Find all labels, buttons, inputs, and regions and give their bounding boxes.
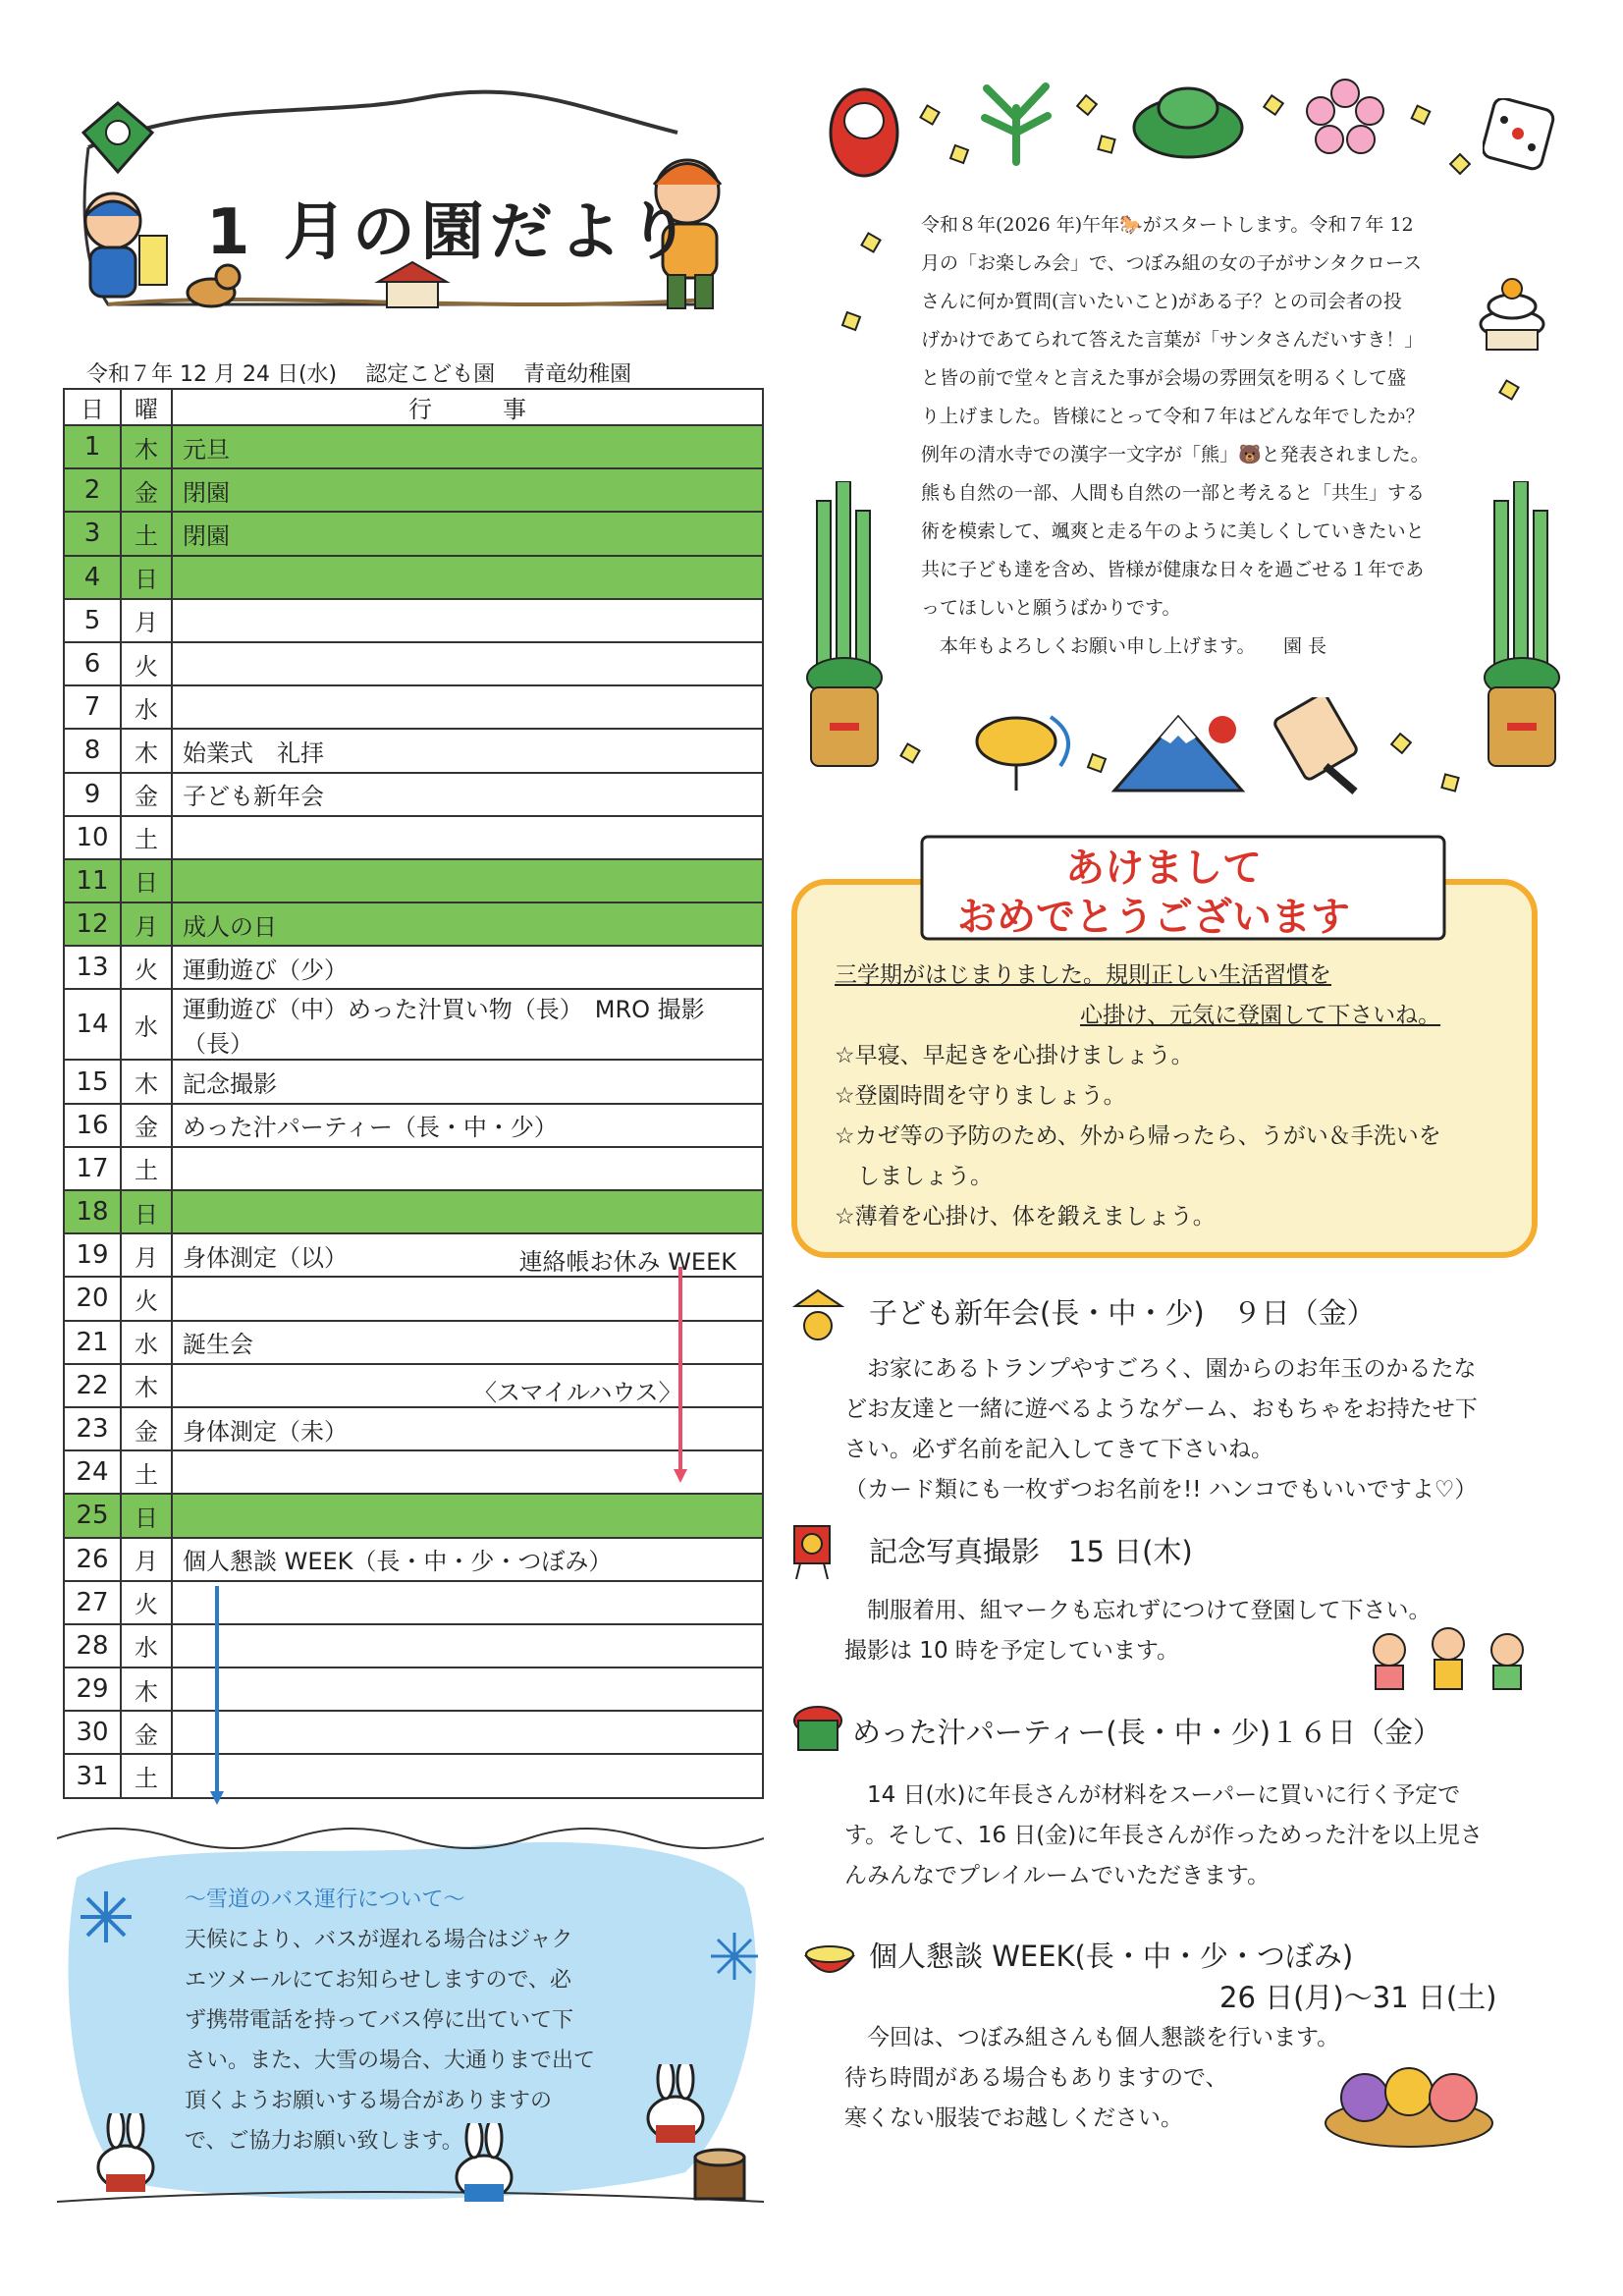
weekday-cell: 水 xyxy=(121,685,172,729)
event-cell xyxy=(172,773,763,816)
event-cell xyxy=(172,1321,763,1364)
day-cell: 20 xyxy=(64,1277,121,1320)
plum-icon xyxy=(1306,79,1384,157)
event-cell xyxy=(172,599,763,642)
bowl-icon xyxy=(800,1931,859,1990)
article-body xyxy=(844,2018,1339,2139)
schedule-table xyxy=(63,388,764,1799)
table-row xyxy=(64,1321,763,1364)
children-icon xyxy=(1360,1620,1537,1699)
weekday-cell: 火 xyxy=(121,946,172,989)
day-cell: 3 xyxy=(64,512,121,555)
greeting-line: 熊も自然の一部、人間も自然の一部と考えると「共生」する xyxy=(921,482,1426,504)
day-cell: 12 xyxy=(64,902,121,946)
kite-icon xyxy=(79,98,157,177)
event-cell xyxy=(172,468,763,512)
event-text: 運動遊び（少） xyxy=(183,956,348,984)
table-row xyxy=(64,1364,763,1407)
event-cell xyxy=(172,989,763,1060)
day-cell: 4 xyxy=(64,556,121,599)
table-row xyxy=(64,902,763,946)
greeting-line: 例年の清水寺での漢字一文字が「熊」🐻と発表されました。 xyxy=(921,444,1430,465)
event-cell xyxy=(172,1277,763,1320)
banner-line-1: あけまして xyxy=(1065,846,1262,891)
col-dow: 曜 xyxy=(121,389,172,425)
event-cell xyxy=(172,1581,763,1624)
weekday-cell: 木 xyxy=(121,1060,172,1103)
event-cell xyxy=(172,1538,763,1581)
article-title: 個人懇談 WEEK(長・中・少・つぼみ) xyxy=(869,1940,1354,1973)
daruma-icon xyxy=(825,74,903,182)
table-row xyxy=(64,773,763,816)
article-line: んみんなでプレイルームでいただきます。 xyxy=(844,1863,1271,1888)
event-cell xyxy=(172,1233,763,1277)
article-title: 子ども新年会(長・中・少) ９日（金） xyxy=(869,1296,1376,1330)
table-row xyxy=(64,685,763,729)
dice-icon xyxy=(1483,98,1556,172)
table-row xyxy=(64,1538,763,1581)
weekday-cell: 金 xyxy=(121,1407,172,1450)
weekday-cell: 月 xyxy=(121,1538,172,1581)
greeting-line: 月の「お楽しみ会」で、つぼみ組の女の子がサンタクロース xyxy=(921,252,1422,274)
day-cell: 1 xyxy=(64,425,121,468)
event-text: 閉園 xyxy=(183,521,230,550)
table-row xyxy=(64,1624,763,1667)
weekday-cell: 土 xyxy=(121,1754,172,1797)
article-line: す。そして、16 日(金)に年長さんが作っためった汁を以上児さ xyxy=(844,1823,1483,1848)
event-cell xyxy=(172,1364,763,1407)
weekday-cell: 金 xyxy=(121,1104,172,1147)
day-cell: 2 xyxy=(64,468,121,512)
day-cell: 17 xyxy=(64,1147,121,1190)
article-line: さい。必ず名前を記入してきて下さいね。 xyxy=(844,1437,1273,1462)
event-cell xyxy=(172,1711,763,1754)
weekday-cell: 月 xyxy=(121,1233,172,1277)
event-text: 始業式 礼拝 xyxy=(183,738,324,767)
greeting-line: と皆の前で堂々と言えた事が会場の雰囲気を明るくして盛 xyxy=(921,367,1407,389)
weekday-cell: 土 xyxy=(121,1147,172,1190)
table-row xyxy=(64,1277,763,1320)
weekday-cell: 水 xyxy=(121,1321,172,1364)
banner-line-2: おめでとうございます xyxy=(957,895,1350,940)
table-row xyxy=(64,1711,763,1754)
greeting-text xyxy=(921,206,1471,666)
bus-line: 天候により、バスが遅れる場合はジャク xyxy=(185,1928,573,1952)
table-row xyxy=(64,1147,763,1190)
event-note: 連絡帳お休み WEEK xyxy=(518,1248,736,1277)
day-cell: 6 xyxy=(64,642,121,685)
event-cell xyxy=(172,1624,763,1667)
goal-item: ☆登園時間を守りましょう。 xyxy=(835,1083,1126,1109)
weekday-cell: 日 xyxy=(121,556,172,599)
greeting-line: 共に子ども達を含め、皆様が健康な日々を過ごせる１年であ xyxy=(921,559,1425,580)
weekday-cell: 土 xyxy=(121,1450,172,1494)
event-cell xyxy=(172,1104,763,1147)
article-line: 撮影は 10 時を予定しています。 xyxy=(844,1638,1180,1664)
table-row xyxy=(64,1754,763,1797)
table-row xyxy=(64,599,763,642)
event-text: めった汁パーティー（長・中・少） xyxy=(183,1114,558,1142)
day-cell: 28 xyxy=(64,1624,121,1667)
greeting-line: ってほしいと願うばかりです。 xyxy=(921,597,1181,619)
stump-icon xyxy=(685,2143,754,2202)
col-event: 行 事 xyxy=(172,389,763,425)
bus-line: エツメールにてお知らせしますので、必 xyxy=(185,1968,572,1993)
event-cell xyxy=(172,1667,763,1711)
weekday-cell: 火 xyxy=(121,1581,172,1624)
table-row xyxy=(64,425,763,468)
day-cell: 8 xyxy=(64,729,121,772)
issue-line xyxy=(86,357,631,388)
day-cell: 11 xyxy=(64,859,121,902)
weekday-cell: 木 xyxy=(121,1667,172,1711)
event-text: 身体測定（以） xyxy=(183,1243,348,1272)
table-row xyxy=(64,1190,763,1233)
goal-item: ☆カゼ等の予防のため、外から帰ったら、うがい＆手洗いを xyxy=(835,1123,1441,1149)
goal-item: ☆薄着を心掛け、体を鍛えましょう。 xyxy=(835,1204,1216,1230)
day-cell: 7 xyxy=(64,685,121,729)
kadomatsu-icon xyxy=(805,481,884,776)
weekday-cell: 月 xyxy=(121,599,172,642)
weekday-cell: 月 xyxy=(121,902,172,946)
koma-icon xyxy=(962,697,1080,795)
event-cell xyxy=(172,902,763,946)
rabbit-icon xyxy=(77,2113,175,2202)
goal-item: しましょう。 xyxy=(835,1164,993,1189)
weekday-cell: 土 xyxy=(121,816,172,859)
table-row xyxy=(64,859,763,902)
snowflake-icon xyxy=(705,1927,764,1986)
event-text: 子ども新年会 xyxy=(183,783,324,811)
bus-line: で、ご協力お願い致します。 xyxy=(185,2129,463,2154)
day-cell: 19 xyxy=(64,1233,121,1277)
article-line: 14 日(水)に年長さんが材料をスーパーに買いに行く予定で xyxy=(844,1782,1461,1808)
event-cell xyxy=(172,1450,763,1494)
article-body xyxy=(844,1776,1483,1896)
article-subtitle: 26 日(月)～31 日(土) xyxy=(1219,1981,1497,2014)
table-row xyxy=(64,1494,763,1537)
event-text: 成人の日 xyxy=(183,912,277,941)
article-body xyxy=(844,1349,1478,1510)
table-row xyxy=(64,946,763,989)
event-cell xyxy=(172,859,763,902)
day-cell: 5 xyxy=(64,599,121,642)
event-text: 元旦 xyxy=(183,435,230,464)
table-row xyxy=(64,468,763,512)
day-cell: 25 xyxy=(64,1494,121,1537)
event-text: 身体測定（未） xyxy=(183,1417,348,1446)
weekday-cell: 金 xyxy=(121,773,172,816)
event-cell xyxy=(172,1407,763,1450)
event-cell xyxy=(172,1754,763,1797)
event-cell xyxy=(172,642,763,685)
table-row xyxy=(64,989,763,1060)
kagami-mochi-icon xyxy=(1473,265,1551,354)
day-cell: 18 xyxy=(64,1190,121,1233)
event-cell xyxy=(172,729,763,772)
event-text: 誕生会 xyxy=(183,1331,253,1359)
new-year-banner xyxy=(918,833,1448,943)
issue-date: 令和７年 12 月 24 日(水) xyxy=(86,362,338,387)
goals-lead-1: 三学期がはじまりました。規則正しい生活習慣を xyxy=(835,962,1331,988)
event-cell xyxy=(172,685,763,729)
day-cell: 9 xyxy=(64,773,121,816)
article-body xyxy=(844,1591,1432,1671)
greeting-section xyxy=(805,69,1561,815)
page-title: 1 月の園だより xyxy=(206,196,696,269)
day-cell: 22 xyxy=(64,1364,121,1407)
greeting-line: 術を模索して、颯爽と走る午のように美しくしていきたいと xyxy=(921,520,1425,542)
header xyxy=(69,79,746,334)
event-cell xyxy=(172,512,763,555)
event-cell xyxy=(172,946,763,989)
table-row xyxy=(64,1060,763,1103)
event-cell xyxy=(172,1060,763,1103)
event-cell xyxy=(172,1147,763,1190)
event-text: 閉園 xyxy=(183,478,230,507)
weekday-cell: 日 xyxy=(121,1190,172,1233)
camera-icon xyxy=(790,1522,835,1581)
table-row xyxy=(64,642,763,685)
child-icon xyxy=(69,187,177,324)
event-text: 記念撮影 xyxy=(183,1070,277,1099)
weekday-cell: 火 xyxy=(121,642,172,685)
day-cell: 26 xyxy=(64,1538,121,1581)
article-line: （カード類にも一枚ずつお名前を!! ハンコでもいいですよ♡） xyxy=(844,1477,1478,1503)
bus-notice-title: ～雪道のバス運行について～ xyxy=(185,1887,465,1912)
bus-line: ず携帯電話を持ってバス停に出ていて下 xyxy=(185,2008,574,2033)
col-day: 日 xyxy=(64,389,121,425)
weekday-cell: 金 xyxy=(121,1711,172,1754)
day-cell: 16 xyxy=(64,1104,121,1147)
greeting-line: り上げました。皆様にとって令和７年はどんな年でしたか？ xyxy=(921,406,1425,427)
fuji-icon xyxy=(1109,702,1247,795)
weekday-cell: 土 xyxy=(121,512,172,555)
article-line: 制服着用、組マークも忘れずにつけて登園して下さい。 xyxy=(844,1598,1432,1623)
table-header-row xyxy=(64,389,763,425)
table-row xyxy=(64,512,763,555)
goals-text xyxy=(835,956,1512,1237)
article-line: お家にあるトランプやすごろく、園からのお年玉のかるたな xyxy=(844,1356,1477,1382)
day-cell: 13 xyxy=(64,946,121,989)
bus-notice-text xyxy=(185,1880,676,2161)
table-row xyxy=(64,1450,763,1494)
day-cell: 29 xyxy=(64,1667,121,1711)
table-row xyxy=(64,1581,763,1624)
table-row xyxy=(64,1667,763,1711)
greeting-line: さんに何か質問(言いたいこと)がある子？との司会者の投 xyxy=(921,291,1402,312)
day-cell: 30 xyxy=(64,1711,121,1754)
hat-icon xyxy=(790,1286,844,1345)
article-line: 今回は、つぼみ組さんも個人懇談を行います。 xyxy=(844,2025,1340,2050)
weekday-cell: 日 xyxy=(121,1494,172,1537)
event-text: 運動遊び（中）めった汁買い物（長） MRO 撮影（長） xyxy=(183,996,705,1059)
greeting-line: げかけであてられて答えた言葉が「サンタさんだいすき！」 xyxy=(921,329,1424,351)
table-row xyxy=(64,729,763,772)
article-line: 待ち時間がある場合もありますので、 xyxy=(844,2065,1228,2091)
weekday-cell: 木 xyxy=(121,729,172,772)
event-cell xyxy=(172,1190,763,1233)
day-cell: 27 xyxy=(64,1581,121,1624)
event-note: 〈スマイルハウス〉 xyxy=(473,1378,682,1406)
bus-line: さい。また、大雪の場合、大通りまで出て xyxy=(185,2049,596,2073)
bus-line: 頂くようお願いする場合がありますの xyxy=(185,2089,553,2113)
yarn-basket-icon xyxy=(1316,2052,1502,2151)
article-title: 記念写真撮影 15 日(木) xyxy=(869,1535,1193,1568)
event-cell xyxy=(172,556,763,599)
pot-icon xyxy=(790,1699,844,1758)
weekday-cell: 火 xyxy=(121,1277,172,1320)
table-row xyxy=(64,556,763,599)
weekday-cell: 日 xyxy=(121,859,172,902)
goal-item: ☆早寝、早起きを心掛けましょう。 xyxy=(835,1043,1194,1068)
greeting-line: 本年もよろしくお願い申し上げます。 園 長 xyxy=(921,635,1327,657)
table-row xyxy=(64,1104,763,1147)
weekday-cell: 木 xyxy=(121,1364,172,1407)
article-line: 寒くない服装でお越しください。 xyxy=(844,2105,1183,2131)
day-cell: 24 xyxy=(64,1450,121,1494)
event-text: 個人懇談 WEEK（長・中・少・つぼみ） xyxy=(183,1548,613,1576)
event-cell xyxy=(172,425,763,468)
day-cell: 14 xyxy=(64,989,121,1060)
table-row xyxy=(64,1233,763,1277)
snowflake-icon xyxy=(77,1887,135,1946)
day-cell: 23 xyxy=(64,1407,121,1450)
pine-icon xyxy=(1129,79,1247,167)
day-cell: 10 xyxy=(64,816,121,859)
bamboo-icon xyxy=(977,79,1055,167)
weekday-cell: 金 xyxy=(121,468,172,512)
weekday-cell: 木 xyxy=(121,425,172,468)
article-line: どお友達と一緒に遊べるようなゲーム、おもちゃをお持たせ下 xyxy=(844,1396,1478,1422)
greeting-line: 令和８年(2026 年)午年🐎がスタートします。令和７年 12 xyxy=(921,214,1414,236)
weekday-cell: 水 xyxy=(121,989,172,1060)
day-cell: 31 xyxy=(64,1754,121,1797)
kadomatsu-icon xyxy=(1483,481,1561,776)
hagoita-icon xyxy=(1267,697,1375,795)
table-row xyxy=(64,816,763,859)
article-title: めった汁パーティー(長・中・少)１６日（金） xyxy=(852,1716,1442,1749)
day-cell: 21 xyxy=(64,1321,121,1364)
bus-notice xyxy=(57,1819,764,2212)
table-row xyxy=(64,1407,763,1450)
weekday-cell: 水 xyxy=(121,1624,172,1667)
school-name-2: 青竜幼稚園 xyxy=(523,362,632,387)
event-cell xyxy=(172,1494,763,1537)
school-name-1: 認定こども園 xyxy=(365,362,496,387)
goals-lead-2: 心掛け、元気に登園して下さいね。 xyxy=(1080,1003,1441,1028)
event-cell xyxy=(172,816,763,859)
day-cell: 15 xyxy=(64,1060,121,1103)
